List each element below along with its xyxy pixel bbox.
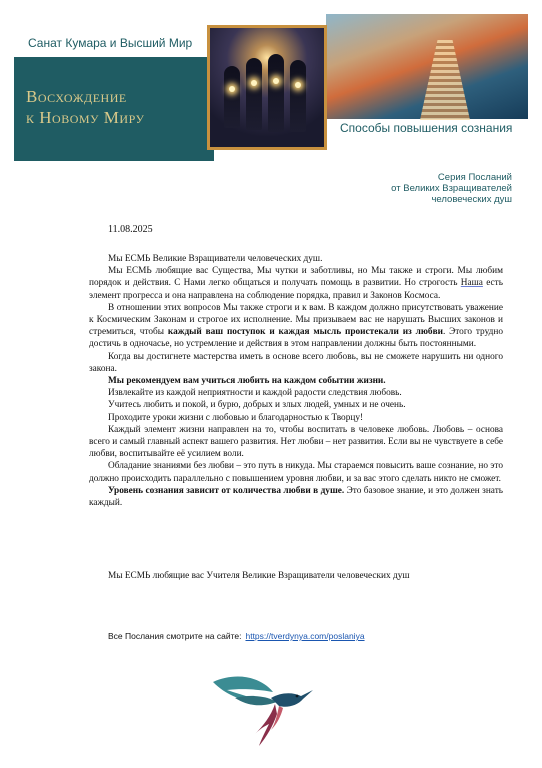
paragraph: Обладание знаниями без любви – это путь в никуда. Мы стараемся повысить ваше сознание, но это должно происходить параллельно с повышением уровня любви, и за вас этого сделать никто не сможет. — [89, 461, 503, 484]
bold-phrase: каждый ваш поступок и каждая мысль проистекали из любви — [167, 327, 443, 338]
series-line: человеческих душ — [431, 194, 512, 205]
paragraph: Проходите уроки жизни с любовью и благодарностью к Творцу! — [108, 412, 364, 423]
bold-phrase: Мы рекомендуем вам учиться любить на каждом событии жизни. — [108, 376, 386, 387]
heart-light — [295, 82, 301, 88]
paragraph: Каждый элемент жизни направлен на то, чтобы воспитать в человеке любовь. Любовь – основа всего и самый главный аспект вашего развития. Нет любви – нет развития. Если вы не чувствуете в себе любви, воспитывайте её усилием воли. — [89, 424, 504, 460]
paragraph: Учитесь любить и покой, и бурю, добрых и злых людей, умных и не очень. — [108, 400, 406, 411]
paragraph — [89, 302, 503, 351]
bold-phrase: Уровень сознания зависит от количества любви в душе. — [108, 485, 345, 496]
series-line: Серия Посланий — [437, 172, 512, 183]
series-line: от Великих Взращивателей — [391, 183, 512, 194]
main-title-line1: Восхождение — [26, 87, 127, 106]
underlined-word: Наша — [460, 278, 483, 289]
heart-light — [229, 86, 235, 92]
masters-artwork-image — [207, 25, 327, 150]
text-run: Мы ЕСМЬ любящие вас Существа, Мы чутки и заботливы, но Мы также и строги. Мы любим порядок и действия. С Нами легко общаться и получать помощь в развитии. Но строгость — [89, 266, 503, 289]
footer-line — [108, 631, 365, 641]
heart-light — [251, 80, 257, 86]
hummingbird-logo-icon — [205, 668, 315, 748]
footer-label: Все Послания смотрите на сайте: — [108, 631, 242, 641]
text-run: В отношении этих вопросов Мы также строги и к вам. В каждом должно присутствовать уважение к Космическим Законам и строгое их исполнение. Мы призываем вас не нарушать Высших законов и стремиться, чтобы — [89, 302, 503, 338]
main-title-line2: к Новому Миру — [26, 108, 145, 127]
banner-subtitle: Способы повышения сознания — [340, 121, 513, 135]
paragraph: Мы ЕСМЬ Великие Взращиватели человеческих душ. — [108, 254, 323, 264]
main-title — [26, 86, 206, 128]
figure-silhouette — [246, 58, 262, 130]
paragraph — [89, 375, 503, 387]
series-caption — [391, 172, 512, 205]
signoff: Мы ЕСМЬ любящие вас Учителя Великие Взращиватели человеческих душ — [108, 571, 410, 581]
text-run: есть элемент прогресса и она направлена на соблюдение порядка, правил и Законов Космоса. — [89, 278, 503, 301]
figure-silhouette — [224, 66, 240, 128]
paragraph — [89, 265, 503, 302]
website-link[interactable]: https://tverdynya.com/poslaniya — [245, 631, 365, 641]
text-run: . Этого трудно достичь в одночасье, но устремление и действия в этом направлении должны быть постоянными. — [89, 327, 503, 350]
brand-title: Санат Кумара и Высший Мир — [28, 36, 193, 50]
paragraph: Когда вы достигнете мастерства иметь в основе всего любовь, вы не сможете нарушить ни одного закона. — [89, 351, 503, 374]
figure-silhouette — [290, 60, 306, 132]
figure-silhouette — [268, 54, 284, 132]
text-run: Это базовое знание, и это должен знать каждый. — [89, 485, 503, 509]
paragraph: Извлекайте из каждой неприятности и каждой радости следствия любовь. — [108, 388, 402, 399]
message-body — [89, 253, 503, 509]
heart-light — [273, 78, 279, 84]
message-date: 11.08.2025 — [108, 224, 153, 235]
paragraph — [89, 485, 503, 509]
